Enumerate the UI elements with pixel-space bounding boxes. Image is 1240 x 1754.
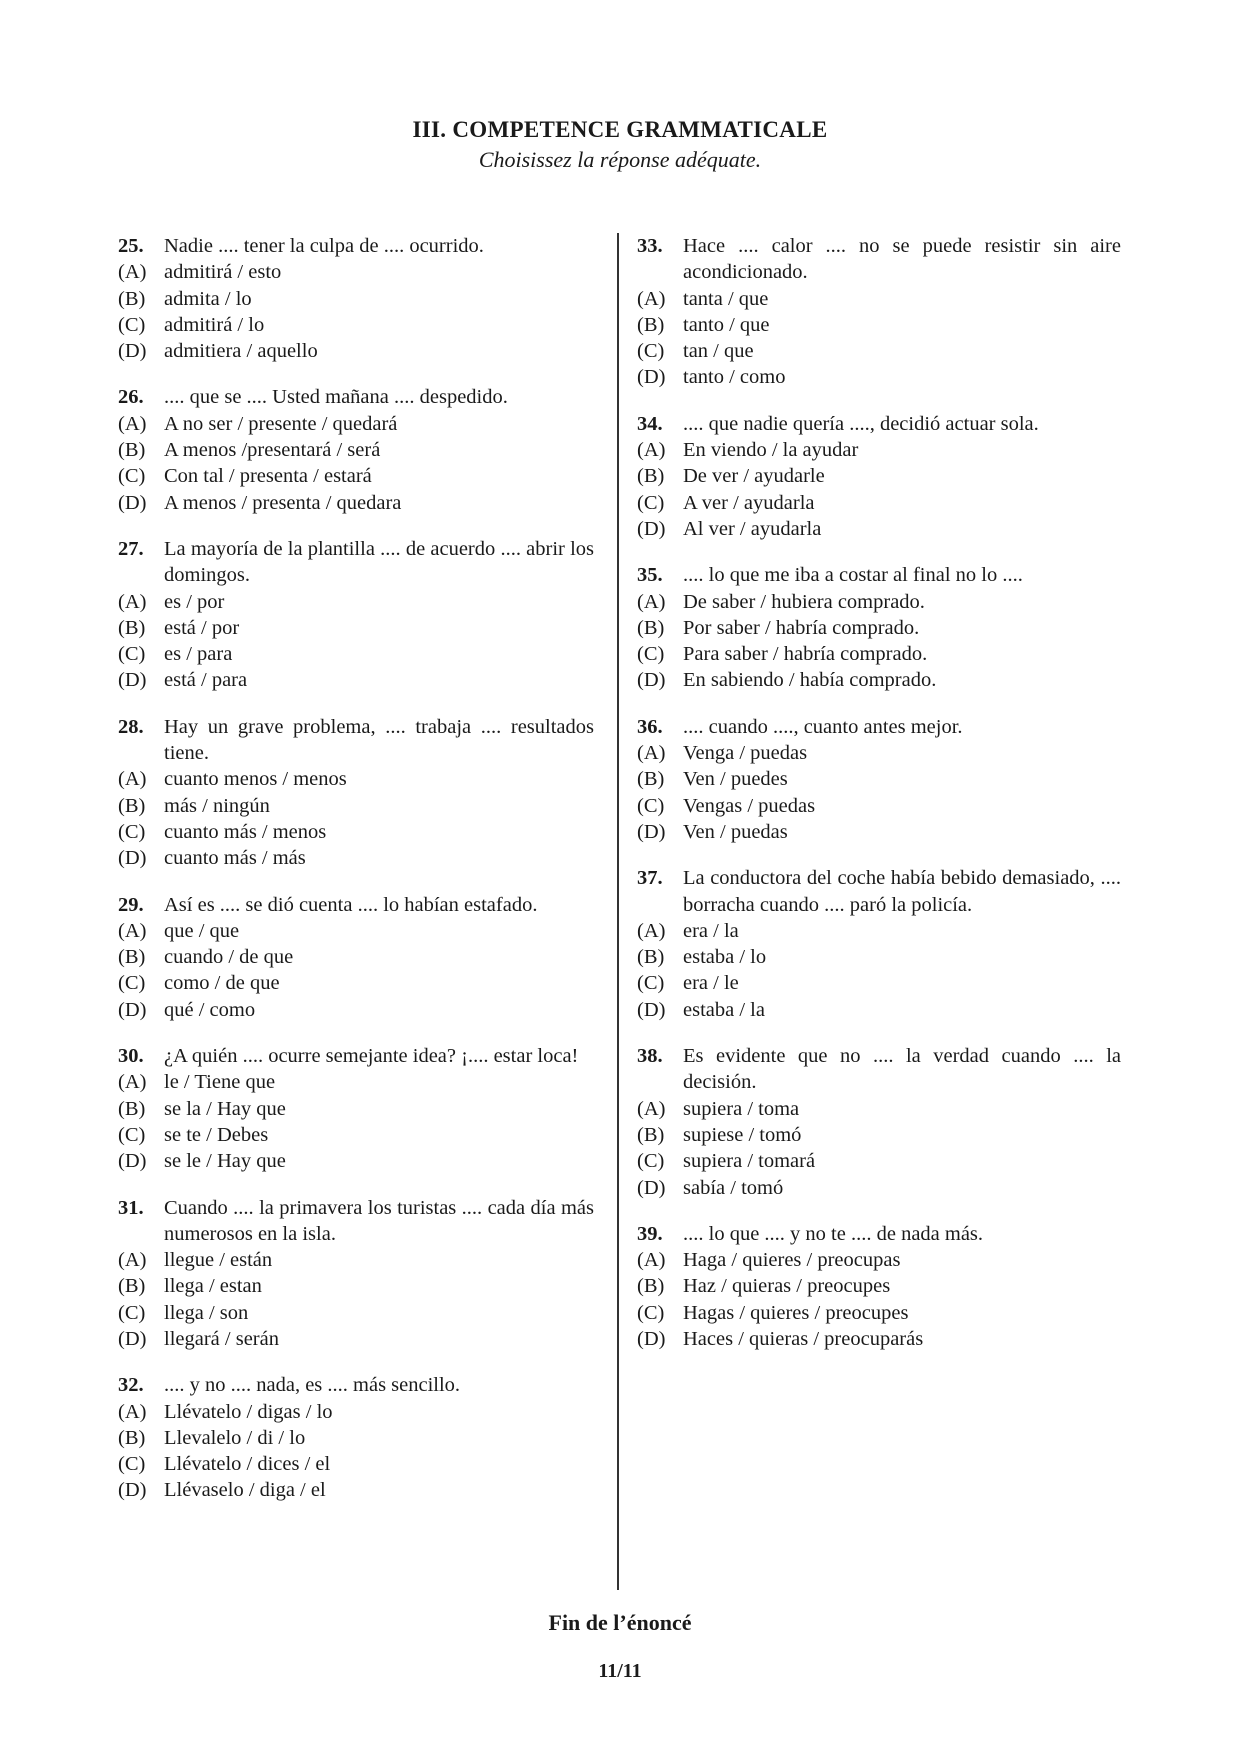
option-label: (A) (118, 1071, 147, 1094)
question-number: 39. (637, 1222, 663, 1245)
answer-option (637, 589, 1121, 615)
answer-option (637, 1148, 1121, 1174)
question-block (637, 1043, 1121, 1201)
question-block (637, 865, 1121, 1023)
option-label: (C) (118, 820, 146, 843)
option-label: (A) (118, 768, 147, 791)
answer-option (118, 1300, 594, 1326)
left-column (118, 233, 594, 1524)
question-stem (118, 1043, 594, 1069)
option-label: (D) (118, 847, 147, 870)
answer-option (637, 615, 1121, 641)
answer-option (637, 338, 1121, 364)
answer-option (118, 793, 594, 819)
answer-option (118, 1425, 594, 1451)
question-stem (118, 892, 594, 918)
question-block (637, 411, 1121, 542)
option-text: estaba / la (683, 998, 765, 1021)
option-label: (C) (118, 465, 146, 488)
option-text: Llévaselo / diga / el (164, 1479, 326, 1502)
option-text: llega / son (164, 1301, 249, 1324)
option-text: Al ver / ayudarla (683, 517, 822, 540)
answer-option (637, 1122, 1121, 1148)
answer-option (637, 997, 1121, 1023)
answer-option (637, 793, 1121, 819)
question-block (118, 384, 594, 515)
option-text: que / que (164, 919, 240, 942)
answer-option (118, 1096, 594, 1122)
option-text: está / para (164, 669, 248, 692)
option-text: se la / Hay que (164, 1097, 286, 1120)
option-label: (C) (118, 1301, 146, 1324)
answer-option (637, 516, 1121, 542)
option-label: (B) (118, 287, 146, 310)
option-text: más / ningún (164, 794, 270, 817)
question-stem (118, 233, 594, 259)
answer-option (637, 970, 1121, 996)
option-text: A ver / ayudarla (683, 491, 815, 514)
option-text: admitirá / lo (164, 313, 265, 336)
option-label: (C) (637, 972, 665, 995)
option-text: llegue / están (164, 1249, 273, 1272)
option-text: A menos /presentará / será (164, 439, 381, 462)
question-text: Cuando .... la primavera los turistas .... cada día más numerosos en la isla. (164, 1196, 594, 1245)
option-text: llega / estan (164, 1275, 262, 1298)
option-label: (B) (637, 465, 665, 488)
answer-option (118, 918, 594, 944)
option-label: (D) (637, 669, 666, 692)
option-label: (B) (637, 946, 665, 969)
option-label: (C) (118, 313, 146, 336)
option-text: supiera / toma (683, 1097, 800, 1120)
option-text: cuanto menos / menos (164, 768, 347, 791)
option-text: sabía / tomó (683, 1176, 784, 1199)
option-text: A no ser / presente / quedará (164, 412, 398, 435)
question-block (637, 714, 1121, 845)
answer-option (118, 490, 594, 516)
option-label: (B) (118, 616, 146, 639)
answer-option (637, 944, 1121, 970)
option-label: (A) (637, 1097, 666, 1120)
section-instructions: Choisissez la réponse adéquate. (478, 147, 762, 172)
option-text: Haga / quieres / preocupas (683, 1249, 901, 1272)
option-text: qué / como (164, 998, 256, 1021)
option-text: se te / Debes (164, 1123, 269, 1146)
question-stem (637, 1043, 1121, 1096)
answer-option (118, 1451, 594, 1477)
option-label: (A) (118, 590, 147, 613)
option-label: (D) (637, 820, 666, 843)
question-stem (118, 1195, 594, 1248)
answer-option (118, 1273, 594, 1299)
answer-option (118, 766, 594, 792)
answer-option (637, 641, 1121, 667)
answer-option (118, 667, 594, 693)
option-text: estaba / lo (683, 946, 767, 969)
question-text: .... cuando ...., cuanto antes mejor. (683, 715, 963, 738)
option-label: (D) (118, 1327, 147, 1350)
question-number: 27. (118, 537, 144, 560)
answer-option (637, 364, 1121, 390)
option-text: admita / lo (164, 287, 252, 310)
answer-option (118, 1247, 594, 1273)
question-stem (637, 411, 1121, 437)
option-label: (A) (637, 590, 666, 613)
option-text: como / de que (164, 972, 280, 995)
answer-option (637, 1326, 1121, 1352)
option-label: (C) (637, 1150, 665, 1173)
question-number: 38. (637, 1045, 663, 1068)
option-text: A menos / presenta / quedara (164, 491, 402, 514)
question-text: .... lo que me iba a costar al final no lo .... (683, 564, 1023, 587)
option-text: es / por (164, 590, 225, 613)
option-label: (C) (118, 972, 146, 995)
option-label: (D) (637, 1176, 666, 1199)
option-text: Venga / puedas (683, 742, 808, 765)
option-label: (A) (118, 919, 147, 942)
option-text: cuando / de que (164, 946, 294, 969)
answer-option (118, 1148, 594, 1174)
answer-option (118, 411, 594, 437)
answer-option (118, 845, 594, 871)
option-label: (D) (637, 998, 666, 1021)
option-label: (A) (637, 742, 666, 765)
answer-option (637, 1175, 1121, 1201)
question-stem (637, 714, 1121, 740)
answer-option (118, 997, 594, 1023)
option-label: (B) (637, 1123, 665, 1146)
option-text: se le / Hay que (164, 1150, 286, 1173)
option-text: admitiera / aquello (164, 340, 318, 363)
question-block (118, 536, 594, 694)
question-number: 25. (118, 235, 144, 257)
option-label: (D) (637, 1327, 666, 1350)
answer-option (118, 1399, 594, 1425)
option-text: Ven / puedes (683, 768, 788, 791)
answer-option (637, 1273, 1121, 1299)
question-block (118, 1195, 594, 1353)
option-text: Llévatelo / dices / el (164, 1453, 331, 1476)
option-text: llegará / serán (164, 1327, 279, 1350)
option-label: (C) (637, 1301, 665, 1324)
question-stem (118, 536, 594, 589)
question-block (637, 1221, 1121, 1352)
option-text: Haz / quieras / preocupes (683, 1275, 891, 1298)
option-label: (B) (637, 768, 665, 791)
answer-option (118, 641, 594, 667)
option-text: cuanto más / más (164, 847, 306, 870)
question-number: 37. (637, 867, 663, 890)
option-label: (B) (118, 1097, 146, 1120)
option-label: (B) (637, 313, 665, 336)
option-label: (D) (637, 366, 666, 389)
option-text: era / la (683, 919, 739, 942)
question-text: Hay un grave problema, .... trabaja .... resultados tiene. (164, 715, 594, 765)
option-text: Haces / quieras / preocuparás (683, 1327, 924, 1350)
answer-option (637, 766, 1121, 792)
question-text: Hace .... calor .... no se puede resistir sin aire acondicionado. (683, 235, 1121, 284)
question-text: La conductora del coche había bebido demasiado, .... borracha cuando .... paró la policía. (683, 867, 1121, 916)
option-label: (D) (118, 340, 147, 363)
answer-option (118, 463, 594, 489)
answer-option (637, 918, 1121, 944)
question-text: .... que se .... Usted mañana .... despedido. (164, 386, 508, 409)
answer-option (118, 944, 594, 970)
option-text: Llévatelo / digas / lo (164, 1400, 333, 1423)
section-title: III. COMPETENCE GRAMMATICALE (412, 117, 828, 142)
option-label: (B) (118, 1426, 146, 1449)
option-text: Con tal / presenta / estará (164, 465, 372, 488)
option-label: (C) (637, 491, 665, 514)
answer-option (637, 490, 1121, 516)
option-text: Llevalelo / di / lo (164, 1426, 306, 1449)
answer-option (118, 437, 594, 463)
option-text: tan / que (683, 340, 754, 363)
answer-option (637, 286, 1121, 312)
question-number: 28. (118, 715, 144, 738)
question-block (637, 562, 1121, 693)
option-text: admitirá / esto (164, 261, 282, 284)
option-text: supiera / tomará (683, 1150, 816, 1173)
option-label: (A) (637, 1249, 666, 1272)
answer-option (118, 819, 594, 845)
option-label: (A) (637, 919, 666, 942)
option-text: De saber / hubiera comprado. (683, 590, 925, 613)
option-text: Ven / puedas (683, 820, 788, 843)
answer-option (637, 463, 1121, 489)
option-label: (C) (118, 643, 146, 666)
option-label: (C) (118, 1453, 146, 1476)
question-text: .... lo que .... y no te .... de nada más. (683, 1222, 984, 1245)
page-footer (0, 1608, 1240, 1684)
question-number: 26. (118, 386, 144, 409)
question-number: 35. (637, 564, 663, 587)
option-text: Vengas / puedas (683, 794, 816, 817)
answer-option (118, 589, 594, 615)
section-header (0, 115, 1240, 175)
question-number: 31. (118, 1196, 144, 1219)
question-block (118, 1372, 594, 1503)
option-text: tanto / que (683, 313, 770, 336)
answer-option (637, 740, 1121, 766)
page-number: 11/11 (598, 1660, 642, 1682)
option-text: le / Tiene que (164, 1071, 276, 1094)
option-label: (C) (637, 643, 665, 666)
answer-option (637, 437, 1121, 463)
question-text: Es evidente que no .... la verdad cuando .... la decisión. (683, 1045, 1121, 1094)
answer-option (118, 312, 594, 338)
question-stem (637, 233, 1121, 286)
question-number: 34. (637, 412, 663, 435)
right-column (637, 233, 1121, 1372)
question-block (637, 233, 1121, 391)
question-block (118, 714, 594, 872)
option-text: supiese / tomó (683, 1123, 802, 1146)
question-block (118, 1043, 594, 1174)
answer-option (637, 667, 1121, 693)
answer-option (637, 1247, 1121, 1273)
question-text: .... y no .... nada, es .... más sencillo. (164, 1374, 461, 1397)
option-text: tanta / que (683, 287, 769, 310)
option-label: (B) (118, 794, 146, 817)
option-label: (B) (118, 946, 146, 969)
question-stem (637, 1221, 1121, 1247)
question-stem (118, 384, 594, 410)
option-label: (B) (118, 439, 146, 462)
option-label: (D) (637, 517, 666, 540)
option-label: (D) (118, 998, 147, 1021)
question-block (118, 892, 594, 1023)
question-text: Nadie .... tener la culpa de .... ocurrido. (164, 235, 484, 257)
option-label: (C) (637, 794, 665, 817)
option-label: (A) (118, 1400, 147, 1423)
option-text: tanto / como (683, 366, 786, 389)
question-number: 33. (637, 235, 663, 257)
option-text: Por saber / habría comprado. (683, 616, 920, 639)
question-text: Así es .... se dió cuenta .... lo habían estafado. (164, 893, 538, 916)
question-number: 30. (118, 1045, 144, 1068)
option-label: (C) (118, 1123, 146, 1146)
option-label: (D) (118, 1479, 147, 1502)
option-text: cuanto más / menos (164, 820, 327, 843)
option-text: está / por (164, 616, 240, 639)
answer-option (118, 615, 594, 641)
column-divider (617, 233, 619, 1590)
option-label: (D) (118, 1150, 147, 1173)
option-label: (A) (637, 439, 666, 462)
option-text: era / le (683, 972, 739, 995)
option-text: De ver / ayudarle (683, 465, 825, 488)
answer-option (637, 1096, 1121, 1122)
option-label: (D) (118, 669, 147, 692)
answer-option (118, 1069, 594, 1095)
option-label: (A) (118, 1249, 147, 1272)
answer-option (118, 286, 594, 312)
option-label: (D) (118, 491, 147, 514)
option-label: (B) (637, 616, 665, 639)
answer-option (118, 338, 594, 364)
question-stem (637, 562, 1121, 588)
question-text: La mayoría de la plantilla .... de acuerdo .... abrir los domingos. (164, 537, 594, 587)
option-text: Hagas / quieres / preocupes (683, 1301, 909, 1324)
answer-option (118, 1477, 594, 1503)
option-text: En viendo / la ayudar (683, 439, 859, 462)
question-text: .... que nadie quería ...., decidió actuar sola. (683, 412, 1039, 435)
answer-option (118, 1326, 594, 1352)
question-block (118, 233, 594, 364)
answer-option (118, 1122, 594, 1148)
answer-option (118, 259, 594, 285)
end-of-statement: Fin de l’énoncé (548, 1610, 692, 1635)
option-label: (A) (637, 287, 666, 310)
option-label: (B) (637, 1275, 665, 1298)
option-label: (A) (118, 412, 147, 435)
option-label: (C) (637, 340, 665, 363)
question-stem (118, 714, 594, 767)
question-stem (637, 865, 1121, 918)
option-text: Para saber / habría comprado. (683, 643, 928, 666)
answer-option (637, 1300, 1121, 1326)
option-label: (B) (118, 1275, 146, 1298)
question-number: 29. (118, 893, 144, 916)
question-number: 32. (118, 1374, 144, 1397)
option-text: En sabiendo / había comprado. (683, 669, 937, 692)
question-stem (118, 1372, 594, 1398)
answer-option (637, 819, 1121, 845)
question-text: ¿A quién .... ocurre semejante idea? ¡.... estar loca! (164, 1045, 579, 1068)
answer-option (637, 312, 1121, 338)
answer-option (118, 970, 594, 996)
option-text: es / para (164, 643, 233, 666)
question-number: 36. (637, 715, 663, 738)
option-label: (A) (118, 261, 147, 284)
